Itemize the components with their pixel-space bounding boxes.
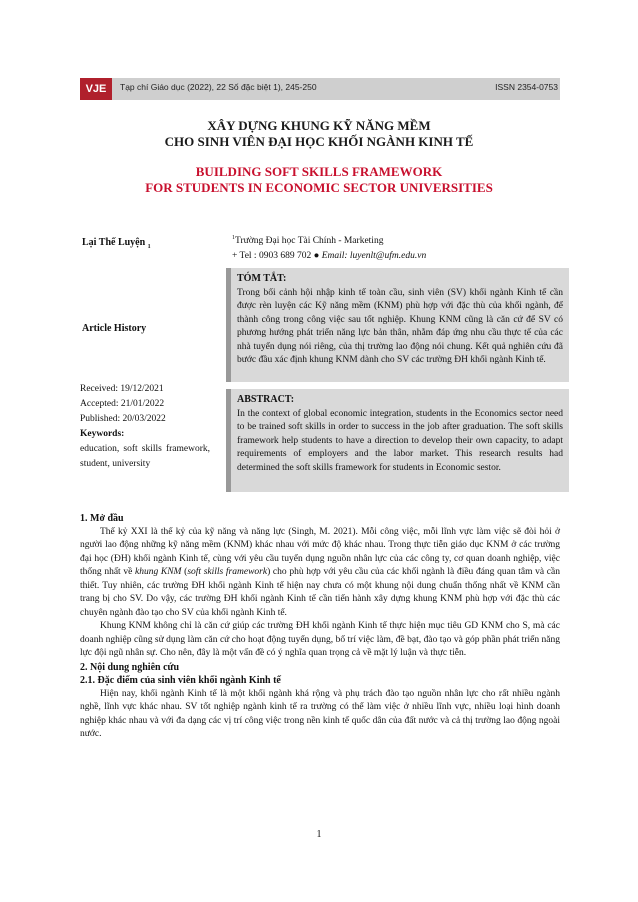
subsection-heading-2-1: 2.1. Đặc điểm của sinh viên khối ngành Kinh tế (80, 675, 281, 686)
body-paragraph-2: Khung KNM không chỉ là căn cứ giúp các trường ĐH khối ngành Kinh tế thực hiện mục tiêu GD KNM cho S, mà các doanh nghiệp cũng sử dụng làm căn cứ cho hoạt động tuyển dụng, bố trí việc làm, đề bạt, đào tạo và góp phần phát triển năng lực đội ngũ nhân sự. Cho nên, đây là một vấn đề có ý nghĩa quan trọng cả về mặt lý luận và thực tiễn. (80, 621, 560, 658)
section-heading-content: 2. Nội dung nghiên cứu (80, 661, 180, 673)
body-paragraph-1 (80, 526, 560, 621)
article-history-label: Article History (82, 323, 147, 334)
journal-reference: Tạp chí Giáo dục (2022), 22 Số đặc biệt 1), 245-250 (120, 82, 317, 92)
author-affiliation (232, 231, 426, 264)
keywords-label: Keywords: (80, 429, 125, 439)
p1-emphasis-1: khung KNM (134, 567, 182, 577)
section-heading-intro: 1. Mở đầu (80, 513, 124, 524)
abstract-vi-box (226, 268, 569, 382)
affiliation-mark: 1 (232, 235, 235, 241)
title-vi-line2: CHO SINH VIÊN ĐẠI HỌC KHỐI NGÀNH KINH TẾ (164, 134, 474, 149)
page-number: 1 (316, 829, 322, 840)
published-date: Published: 20/03/2022 (80, 414, 166, 424)
article-body (80, 512, 560, 742)
author-affil-mark: 1 (147, 244, 151, 250)
abstract-en-title: ABSTRACT: (237, 394, 295, 405)
abstract-vi-text: Trong bối cảnh hội nhập kinh tế toàn cầu, sinh viên (SV) khối ngành Kinh tế cần được rèn luyện các Kỹ năng mềm (KNM) phù hợp với đặc thù của khối ngành, để thành công trong công việc sau tốt nghiệp. Khung KNM cũng là căn cứ để SV có phương hướng phát triển năng lực bản thân, nhằm đáp ứng nhu cầu thực tế của các nhà tuyển dụng nói riêng, của thị trường lao động nói chung. Kết quả nghiên cứu đã bước đầu xác định khung KNM dành cho SV các trường ĐH khối ngành Kinh tế. (237, 287, 563, 365)
abstract-en-box (226, 389, 569, 492)
abstract-en-text: In the context of global economic integration, students in the Economics sector need to be trained soft skills in order to success in the job after graduation. The soft skills framework help students to have a direction to develop their own capacity, to adapt requirements of employers and the labor market. This research results had determined the soft skills framework for students in Economic sestor. (237, 408, 563, 473)
title-vi-line1: XÂY DỰNG KHUNG KỸ NĂNG MỀM (207, 118, 431, 133)
p1-part-a: Thế kỷ XXI là thế kỷ của kỹ năng và năng lực (Singh, M. 2021). Mỗi công việc, mỗi lĩnh vực làm việc sẽ đòi hỏi ở người lao động những kỹ năng mềm (KNM) khác nhau với mức độ khác nhau. Trong thực tiễn giáo dục KNM ở các trường đại học (ĐH) khối ngành Kinh tế, cùng với yêu cầu tuyển dụng nguồn nhân lực của các công ty, cơ quan doanh nghiệp, việc thống nhất về (80, 526, 560, 577)
p1-part-b: ( (181, 567, 188, 577)
contact-phone: + Tel : 0903 689 702 ● (232, 251, 322, 262)
contact-email[interactable]: Email: luyenlt@ufm.edu.vn (321, 251, 427, 262)
article-dates (80, 382, 210, 472)
author-name-text: Lại Thế Luyện (82, 237, 146, 248)
affiliation-name: Trường Đại học Tài Chính - Marketing (235, 236, 384, 247)
received-date: Received: 19/12/2021 (80, 384, 164, 394)
body-paragraph-3: Hiện nay, khối ngành Kinh tế là một khối ngành khá rộng và phụ trách đào tạo nguồn nhân lực cho rất nhiều ngành nghề, lĩnh vực khác nhau. SV tốt nghiệp ngành kinh tế ra trường có thể làm việc ở nhiều lĩnh vực, nhiều loại hình doanh nghiệp khác nhau và với đa dạng các vị trí công việc trong nền kinh tế quốc dân của đất nước và cả thị trường lao động ngoài nước. (80, 688, 560, 739)
author-name (82, 237, 151, 250)
abstract-vi-title: TÓM TẮT: (237, 273, 287, 284)
keywords-text: education, soft skills framework, student, university (80, 444, 210, 469)
title-en-line2: FOR STUDENTS IN ECONOMIC SECTOR UNIVERSITIES (145, 180, 493, 195)
p1-emphasis-2: soft skills framework (187, 567, 268, 577)
journal-logo-badge: VJE (80, 78, 112, 100)
p1-part-c: ) cho phù hợp với yêu cầu của các khối ngành là điều đáng quan tâm và cần thiết. Tuy nhiên, các trường ĐH khối ngành Kinh tế hiện nay chưa có một khung nội dung chuẩn thống nhất về KNM cần trang bị cho SV. Do vậy, các trường ĐH khối ngành Kinh tế cần tiến hành xây dựng khung KNM phù hợp với đặc thù các chuyên ngành đào tạo cho SV của khối ngành Kinh tế. (80, 567, 560, 618)
accepted-date: Accepted: 21/01/2022 (80, 399, 165, 409)
title-en-line1: BUILDING SOFT SKILLS FRAMEWORK (195, 164, 443, 179)
issn-number: ISSN 2354-0753 (495, 82, 558, 92)
